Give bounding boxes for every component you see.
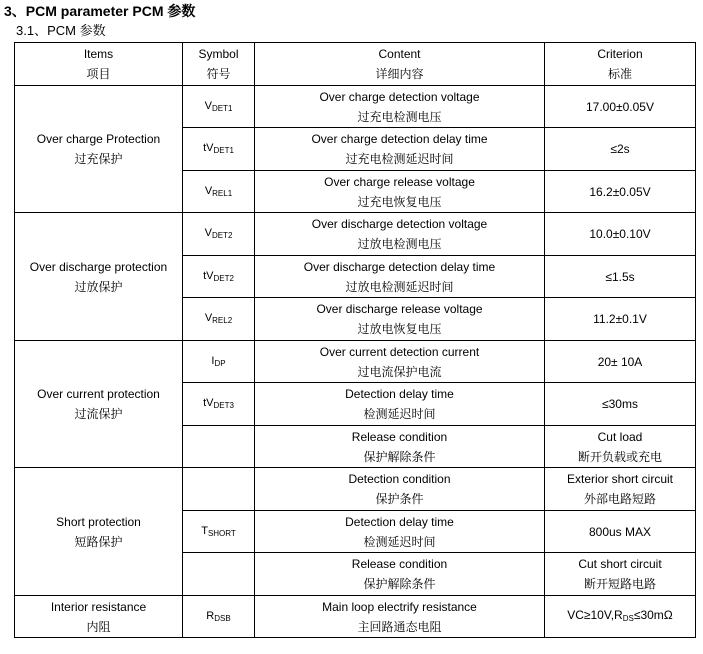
subsection-title: 3.1、PCM 参数 [16, 23, 106, 38]
symbol-cell [183, 426, 255, 468]
content-cell: Detection condition 保护条件 [255, 468, 545, 511]
table-row [15, 213, 696, 256]
content-cell: Over current detection current 过电流保护电流 [255, 341, 545, 383]
content-cell: Release condition 保护解除条件 [255, 553, 545, 596]
symbol-cell: $V_{DET2}$ [183, 213, 255, 256]
pcm-parameter-table [14, 42, 696, 638]
header-items: Items 项目 [15, 43, 183, 86]
symbol-cell: $V_{REL1}$ [183, 171, 255, 213]
symbol-cell: $I_{DP}$ [183, 341, 255, 383]
criterion-cell: 11.2±0.1V [545, 298, 696, 341]
table-header-row [15, 43, 696, 86]
content-cell: Release condition 保护解除条件 [255, 426, 545, 468]
content-cell: Over charge release voltage 过充电恢复电压 [255, 171, 545, 213]
group-label-overcharge: Over charge Protection 过充保护 [15, 86, 183, 213]
section-title: 3、PCM parameter PCM 参数 [4, 3, 196, 19]
criterion-cell: Exterior short circuit 外部电路短路 [545, 468, 696, 511]
symbol-cell: $R_{DSB}$ [183, 596, 255, 638]
content-cell: Over charge detection voltage 过充电检测电压 [255, 86, 545, 128]
criterion-cell: Cut load 断开负载或充电 [545, 426, 696, 468]
criterion-cell: 20± 10A [545, 341, 696, 383]
table-row [15, 341, 696, 383]
symbol-cell [183, 553, 255, 596]
content-cell: Over discharge detection voltage 过放电检测电压 [255, 213, 545, 256]
table-row [15, 86, 696, 128]
symbol-cell: $V_{REL2}$ [183, 298, 255, 341]
symbol-cell: $V_{DET1}$ [183, 86, 255, 128]
symbol-cell: $T_{SHORT}$ [183, 511, 255, 553]
criterion-cell: 800us MAX [545, 511, 696, 553]
criterion-cell: 17.00±0.05V [545, 86, 696, 128]
group-label-overdischarge: Over discharge protection 过放保护 [15, 213, 183, 341]
content-cell: Detection delay time 检测延迟时间 [255, 511, 545, 553]
content-cell: Over discharge release voltage 过放电恢复电压 [255, 298, 545, 341]
criterion-cell: ≤30ms [545, 383, 696, 426]
table-row [15, 596, 696, 638]
criterion-cell: Cut short circuit 断开短路电路 [545, 553, 696, 596]
criterion-cell: 16.2±0.05V [545, 171, 696, 213]
table-row [15, 468, 696, 511]
content-cell: Over charge detection delay time 过充电检测延迟时间 [255, 128, 545, 171]
group-label-resistance: Interior resistance 内阻 [15, 596, 183, 638]
header-criterion: Criterion 标准 [545, 43, 696, 86]
header-content: Content 详细内容 [255, 43, 545, 86]
content-cell: Main loop electrify resistance 主回路通态电阻 [255, 596, 545, 638]
symbol-cell: $tV_{DET1}$ [183, 128, 255, 171]
criterion-cell: ≤2s [545, 128, 696, 171]
content-cell: Over discharge detection delay time 过放电检测延迟时间 [255, 256, 545, 298]
group-label-short: Short protection 短路保护 [15, 468, 183, 596]
criterion-cell: ≤1.5s [545, 256, 696, 298]
group-label-overcurrent: Over current protection 过流保护 [15, 341, 183, 468]
symbol-cell: $tV_{DET3}$ [183, 383, 255, 426]
header-symbol: Symbol 符号 [183, 43, 255, 86]
symbol-cell [183, 468, 255, 511]
symbol-cell: $tV_{DET2}$ [183, 256, 255, 298]
content-cell: Detection delay time 检测延迟时间 [255, 383, 545, 426]
criterion-cell: VC≥10V,RDS≤30mΩ [545, 596, 696, 638]
criterion-cell: 10.0±0.10V [545, 213, 696, 256]
